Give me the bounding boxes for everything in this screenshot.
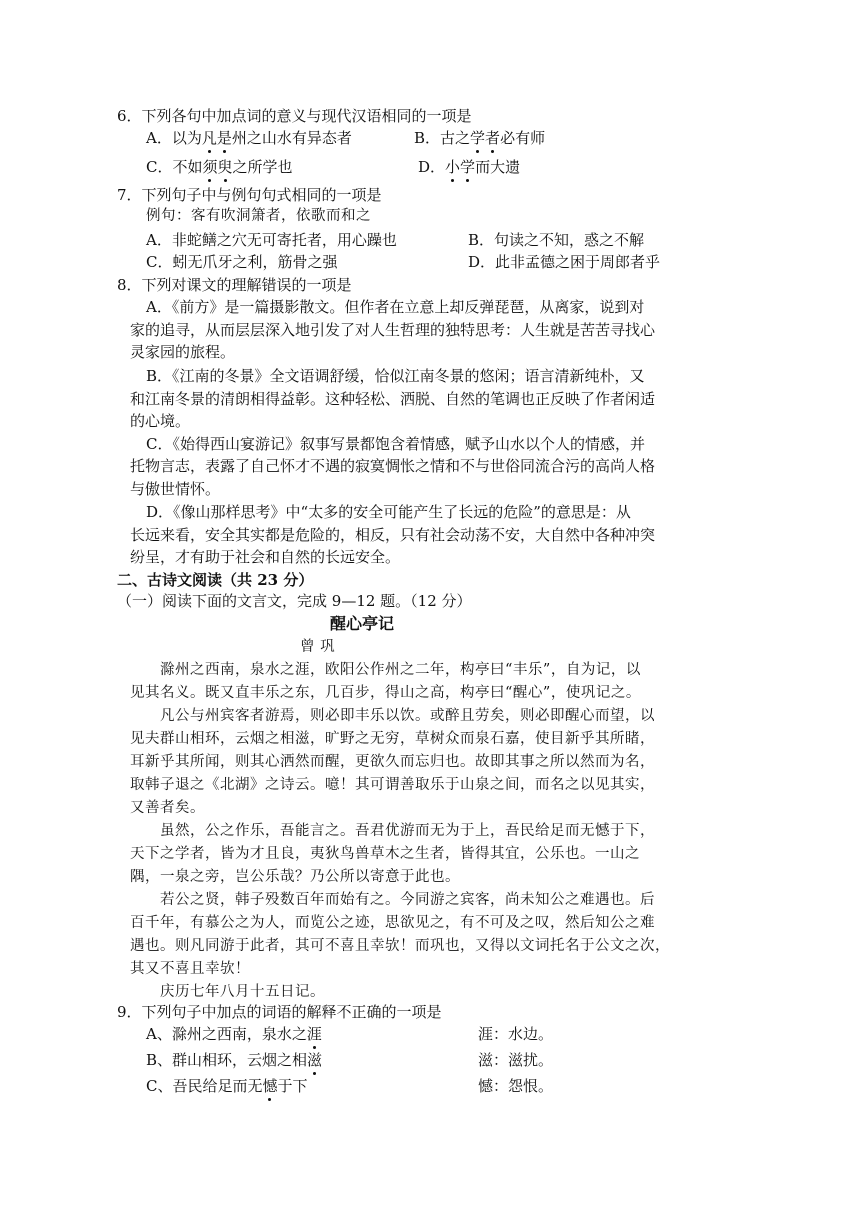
- passage-line: 其又不喜且幸欤！: [130, 961, 250, 977]
- q9-option-a-explanation: 涯：水边。: [478, 1025, 554, 1043]
- section-subheading: （一）阅读下面的文言文，完成 9—12 题。（12 分）: [117, 592, 472, 610]
- q6-option-a: A．以为凡是州之山水有异态者: [146, 129, 352, 147]
- q8-option-b-line: B．《江南的冬景》全文语调舒缓，恰似江南冬景的悠闲；语言清新纯朴，又: [146, 367, 645, 385]
- q8-option-c-line: 与傲世情怀。: [130, 480, 221, 498]
- q8-option-b-line: 的心境。: [130, 412, 191, 430]
- q8-option-a-line: 灵家园的旅程。: [130, 343, 236, 361]
- emphasis-dot-word: 者: [485, 129, 501, 147]
- passage-title: 醒心亭记: [330, 614, 395, 633]
- q6-option-d: D．小学而大遗: [418, 158, 521, 176]
- passage-line: 滁州之西南，泉水之涯，欧阳公作州之二年，构亭曰“丰乐”，自为记，以: [160, 662, 641, 678]
- passage-line: 隅，一泉之旁，岂公乐哉？乃公所以寄意于此也。: [130, 869, 460, 885]
- q7-option-c: C．蚓无爪牙之利，筋骨之强: [146, 253, 338, 271]
- passage-author: 曾 巩: [300, 639, 336, 655]
- q7-option-d: D．此非孟德之困于周郎者乎: [468, 253, 661, 271]
- passage-line: 凡公与州宾客者游焉，则必即丰乐以饮。或醉且劳矣，则必即醒心而望，以: [160, 708, 655, 724]
- q9-option-c-explanation: 憾：怨恨。: [478, 1077, 554, 1095]
- q8-option-d-line: 纷呈，才有助于社会和自然的长远安全。: [130, 548, 401, 566]
- emphasis-dot-word: 涯: [306, 1025, 322, 1043]
- emphasis-dot-word: 须臾: [202, 158, 233, 176]
- passage-date: 庆历七年八月十五日记。: [160, 984, 325, 1000]
- q7-stem: 7．下列句子中与例句句式相同的一项是: [117, 186, 382, 204]
- passage-line: 见夫群山相环，云烟之相滋，旷野之无穷，草树众而泉石嘉，使目新乎其所睹，: [130, 731, 655, 747]
- q7-option-a: A．非蛇鳝之穴无可寄托者，用心躁也: [146, 231, 397, 249]
- passage-line: 遇也。则凡同游于此者，其可不喜且幸欤！而巩也，又得以文词托名于公文之次，: [130, 938, 670, 954]
- q8-option-b-line: 和江南冬景的清朗相得益彰。这种轻松、洒脱、自然的笔调也正反映了作者闲适: [130, 390, 656, 408]
- q8-option-a-line: 家的追寻，从而层层深入地引发了对人生哲理的独特思考：人生就是苦苦寻找心: [130, 321, 656, 339]
- passage-line: 耳新乎其所闻，则其心洒然而醒，更欲久而忘归也。故即其事之所以然而为名，: [130, 754, 655, 770]
- q9-option-a: A、滁州之西南，泉水之涯: [146, 1025, 322, 1043]
- q8-option-a-line: A．《前方》是一篇摄影散文。但作者在立意上却反弹琵琶，从离家，说到对: [146, 298, 645, 316]
- q8-stem: 8．下列对课文的理解错误的一项是: [117, 276, 352, 294]
- q9-option-b-explanation: 滋：滋扰。: [478, 1051, 554, 1069]
- q9-option-b: B、群山相环，云烟之相滋: [146, 1051, 323, 1069]
- passage-line: 虽然，公之作乐，吾能言之。吾君优游而无为于上，吾民给足而无憾于下，: [160, 823, 655, 839]
- section-heading: 二、古诗文阅读（共 23 分）: [117, 571, 314, 589]
- q8-option-d-line: D．《像山那样思考》中“太多的安全可能产生了长远的危险”的意思是：从: [146, 503, 631, 521]
- q9-stem: 9．下列句子中加点的词语的解释不正确的一项是: [117, 1003, 442, 1021]
- emphasis-dot-word: 憾: [262, 1077, 278, 1095]
- q8-option-c-line: C．《始得西山宴游记》叙事写景都饱含着情感，赋予山水以个人的情感，并: [146, 435, 645, 453]
- emphasis-dot-word: 凡是: [201, 129, 232, 147]
- q7-option-b: B．句读之不知，惑之不解: [468, 231, 645, 249]
- q6-option-b: B．古之学者必有师: [414, 129, 546, 147]
- passage-line: 若公之贤，韩子殁数百年而始有之。今同游之宾客，尚未知公之难遇也。后: [160, 892, 655, 908]
- q9-option-c: C、吾民给足而无憾于下: [146, 1077, 308, 1095]
- passage-line: 又善者矣。: [130, 800, 205, 816]
- q6-option-c: C．不如须臾之所学也: [146, 158, 293, 176]
- passage-line: 百千年，有慕公之为人，而览公之迹，思欲见之，有不可及之叹，然后知公之难: [130, 915, 655, 931]
- q6-stem: 6．下列各句中加点词的意义与现代汉语相同的一项是: [117, 107, 472, 125]
- emphasis-dot-word: 滋: [307, 1051, 323, 1069]
- passage-line: 见其名义。既又直丰乐之东，几百步，得山之高，构亭曰“醒心”，使巩记之。: [130, 685, 641, 701]
- emphasis-dot-word: 小学: [445, 158, 476, 176]
- passage-line: 取韩子退之《北湖》之诗云。噫！其可谓善取乐于山泉之间，而名之以见其实，: [130, 777, 655, 793]
- q8-option-c-line: 托物言志，表露了自己怀才不遇的寂寞惆怅之情和不与世俗同流合污的高尚人格: [130, 457, 656, 475]
- q7-example: 例句：客有吹洞箫者，依歌而和之: [146, 208, 371, 224]
- emphasis-dot-word: 学: [470, 129, 486, 147]
- passage-line: 天下之学者，皆为才且良，夷狄鸟兽草木之生者，皆得其宜，公乐也。一山之: [130, 846, 640, 862]
- q8-option-d-line: 长远来看，安全其实都是危险的，相反，只有社会动荡不安，大自然中各种冲突: [130, 526, 656, 544]
